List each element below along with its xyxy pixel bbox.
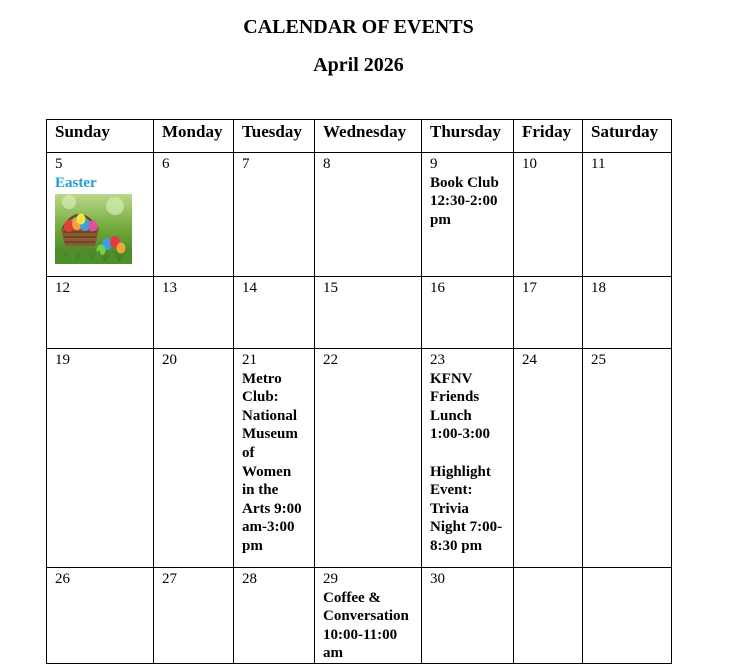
day-number: 29	[323, 571, 338, 587]
day-cell	[514, 153, 583, 277]
day-cell	[234, 349, 315, 568]
day-number: 23	[430, 352, 445, 368]
calendar-table	[46, 119, 672, 664]
day-cell	[47, 153, 154, 277]
day-number: 17	[522, 280, 537, 296]
day-number: 5	[55, 156, 63, 172]
day-cell	[422, 349, 514, 568]
day-number: 12	[55, 280, 70, 296]
day-number: 8	[323, 156, 331, 172]
week-row-3	[47, 349, 672, 568]
day-number: 14	[242, 280, 257, 296]
day-number: 20	[162, 352, 177, 368]
day-cell	[422, 277, 514, 349]
day-number: 16	[430, 280, 445, 296]
easter-basket-image	[55, 194, 132, 264]
day-cell	[422, 153, 514, 277]
holiday-label: Easter	[55, 174, 97, 191]
day-number: 26	[55, 571, 70, 587]
day-cell	[154, 568, 234, 664]
day-number: 27	[162, 571, 177, 587]
day-number: 11	[591, 156, 606, 172]
day-cell	[47, 568, 154, 664]
day-cell	[514, 568, 583, 664]
day-cell	[47, 349, 154, 568]
day-number: 6	[162, 156, 170, 172]
day-number: 22	[323, 352, 338, 368]
day-cell	[315, 277, 422, 349]
day-number: 9	[430, 156, 438, 172]
day-number: 15	[323, 280, 338, 296]
day-number: 24	[522, 352, 537, 368]
day-cell	[154, 277, 234, 349]
week-row-1	[47, 153, 672, 277]
weekday-tuesday: Tuesday	[234, 120, 315, 153]
event-text: Metro Club: National Museum of Women in the Arts 9:00 am-3:00 pm	[242, 370, 302, 554]
weekday-wednesday: Wednesday	[315, 120, 422, 153]
day-cell	[583, 349, 672, 568]
day-number: 30	[430, 571, 445, 587]
page-title: CALENDAR OF EVENTS	[243, 16, 474, 38]
week-row-4	[47, 568, 672, 664]
day-number: 10	[522, 156, 537, 172]
day-number: 21	[242, 352, 257, 368]
day-cell	[315, 349, 422, 568]
day-cell	[583, 568, 672, 664]
day-cell	[234, 568, 315, 664]
day-cell	[315, 153, 422, 277]
weekday-monday: Monday	[154, 120, 234, 153]
day-number: 28	[242, 571, 257, 587]
weekday-friday: Friday	[514, 120, 583, 153]
day-number: 25	[591, 352, 606, 368]
day-cell	[154, 153, 234, 277]
day-cell	[47, 277, 154, 349]
day-number: 7	[242, 156, 250, 172]
day-cell	[514, 277, 583, 349]
day-cell	[234, 153, 315, 277]
event-text: Coffee & Conversation 10:00-11:00 am	[323, 589, 409, 662]
event-text: KFNV Friends Lunch 1:00-3:00 Highlight Event: Trivia Night 7:00-8:30 pm	[430, 370, 503, 554]
day-number: 19	[55, 352, 70, 368]
day-cell	[234, 277, 315, 349]
weekday-saturday: Saturday	[583, 120, 672, 153]
day-cell	[514, 349, 583, 568]
day-cell	[422, 568, 514, 664]
day-cell	[583, 153, 672, 277]
day-number: 13	[162, 280, 177, 296]
day-cell	[315, 568, 422, 664]
weekday-header-row	[47, 120, 672, 153]
month-title: April 2026	[313, 54, 404, 76]
day-number: 18	[591, 280, 606, 296]
weekday-thursday: Thursday	[422, 120, 514, 153]
event-text: Book Club 12:30-2:00 pm	[430, 174, 499, 228]
day-cell	[154, 349, 234, 568]
day-cell	[583, 277, 672, 349]
week-row-2	[47, 277, 672, 349]
weekday-sunday: Sunday	[47, 120, 154, 153]
